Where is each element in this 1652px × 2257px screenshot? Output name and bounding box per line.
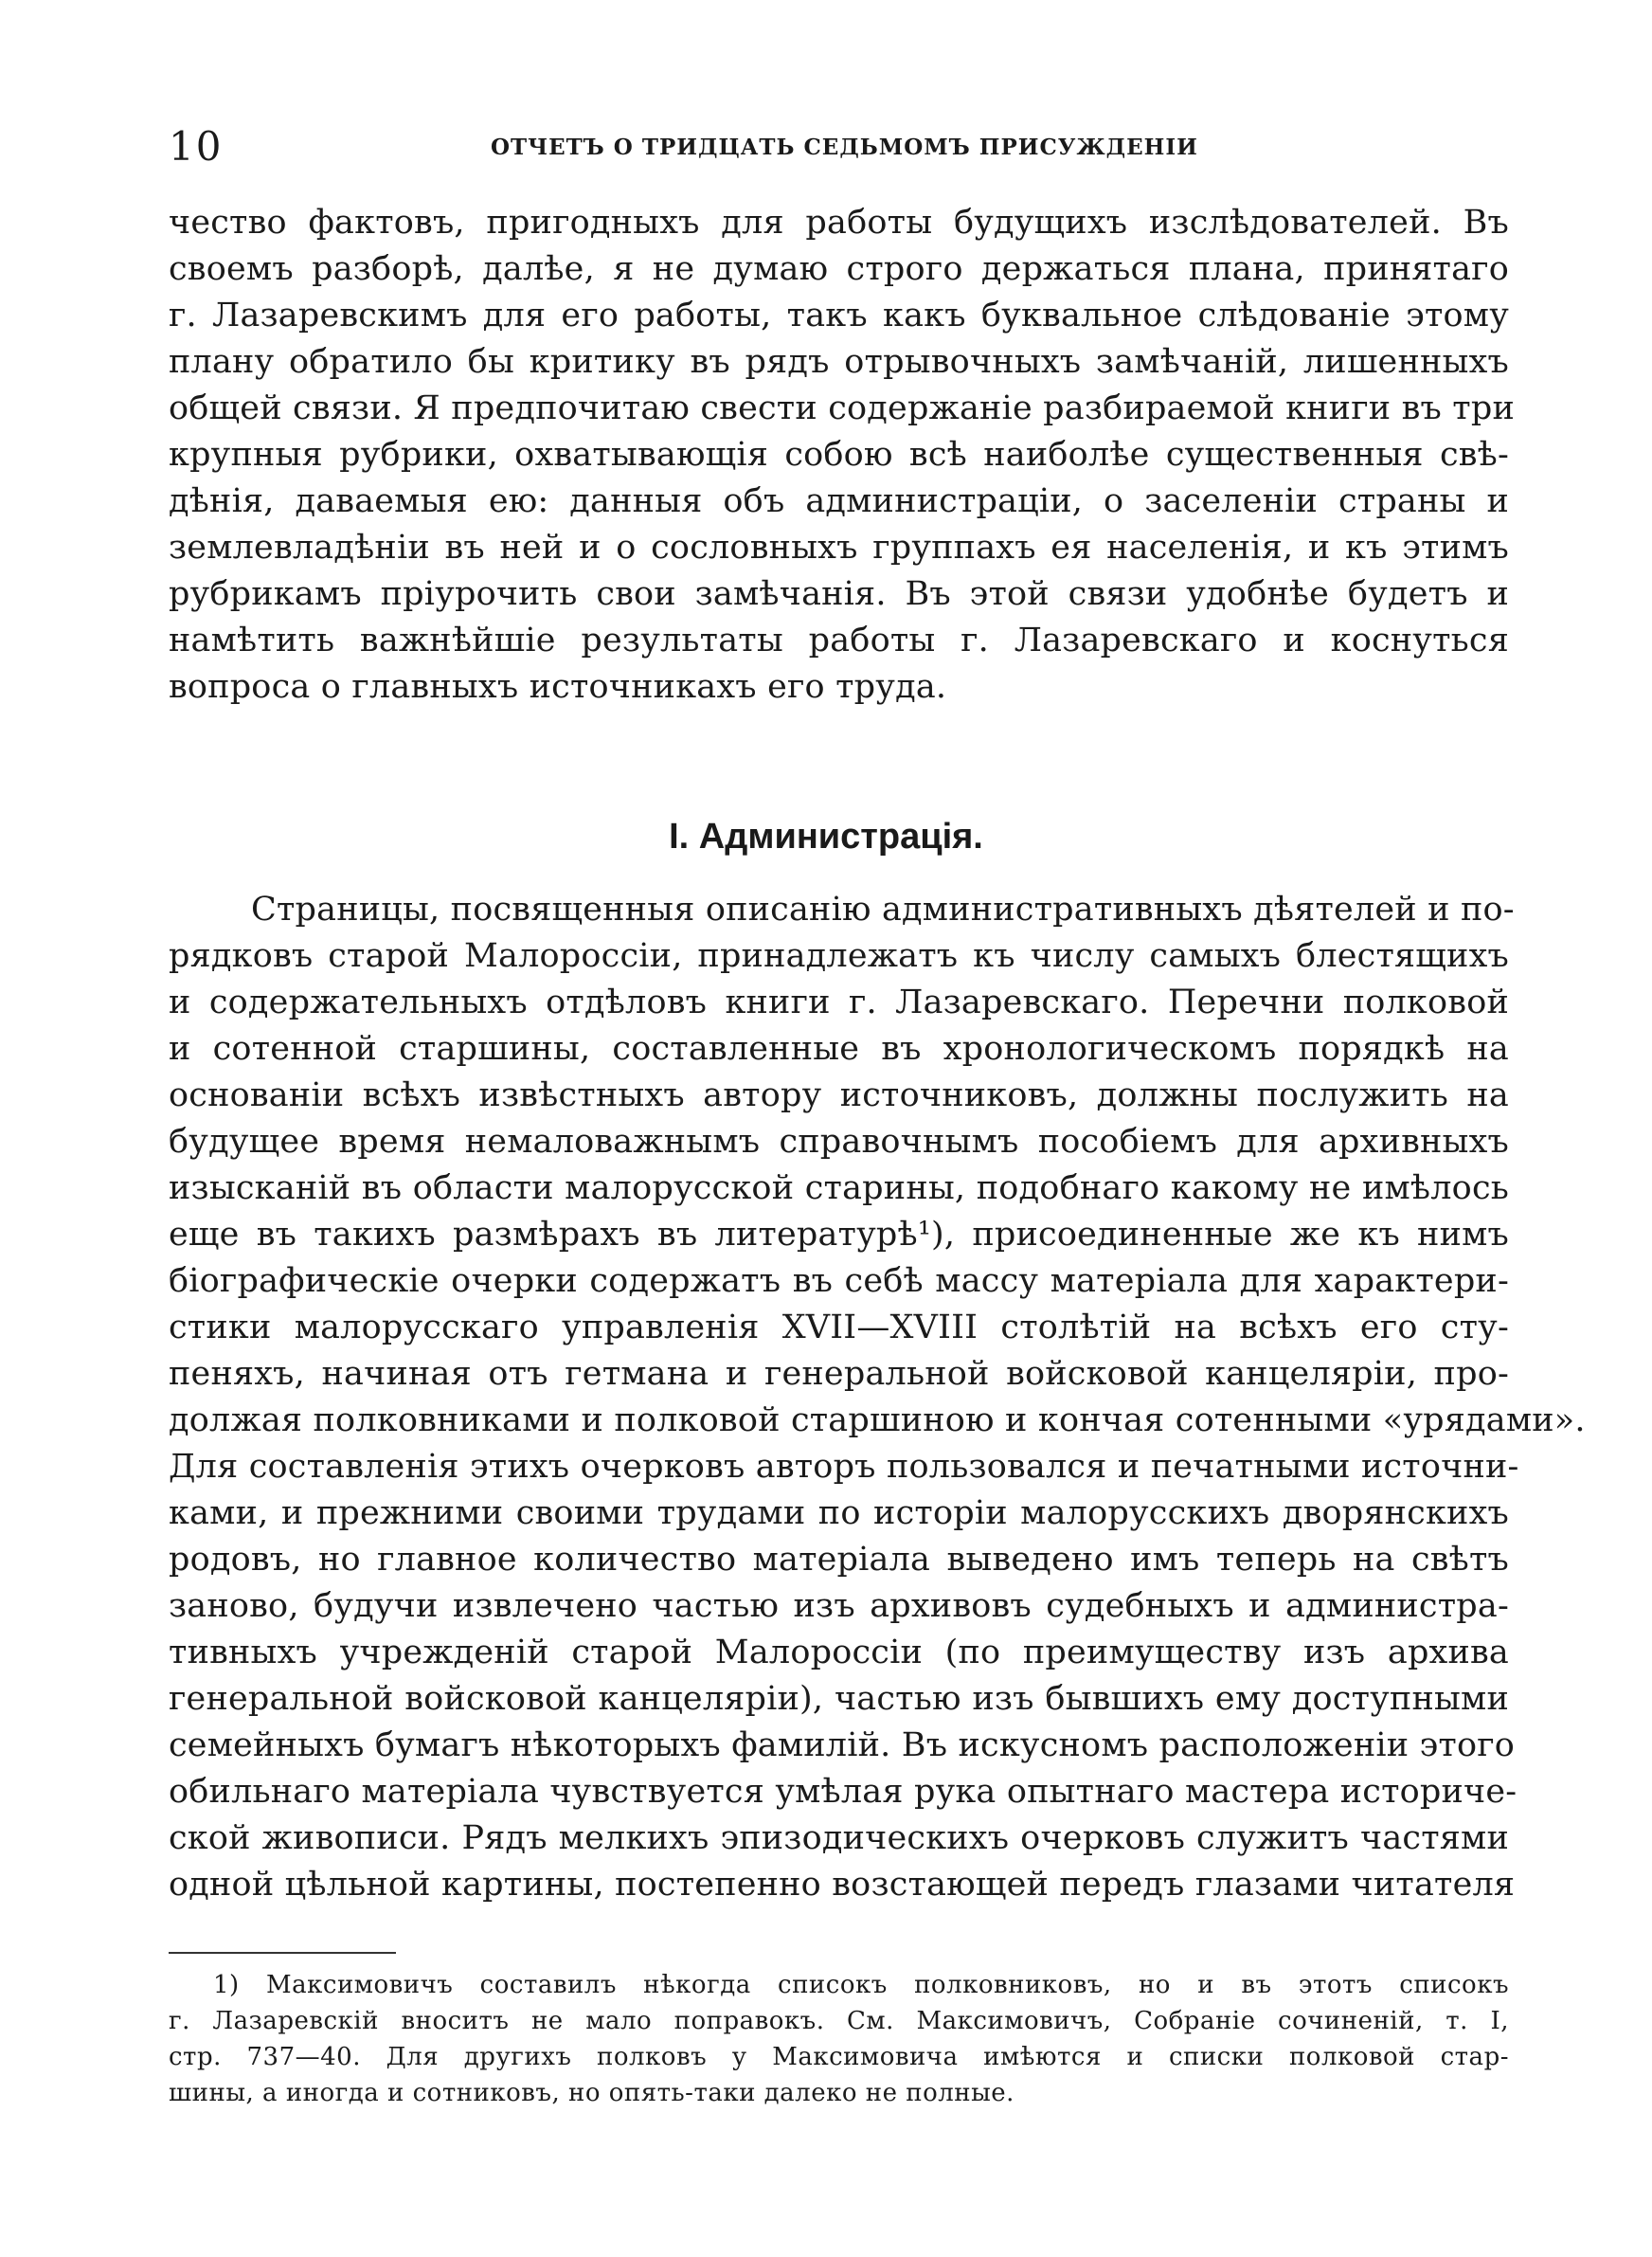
footnote-line: шины, а иногда и сотниковъ, но опять-таки далеко не полные. [169, 2079, 1015, 2107]
section-line: біографическіе очерки содержатъ въ себѣ массу матеріала для характери- [169, 1262, 1509, 1300]
section-line: и содержательныхъ отдѣловъ книги г. Лазаревскаго. Перечни полковой [169, 984, 1509, 1021]
running-head [169, 123, 1509, 180]
intro-line: общей связи. Я предпочитаю свести содержаніе разбираемой книги въ три [169, 389, 1515, 427]
section-line: стики малорусскаго управленія XVII—XVIII столѣтій на всѣхъ его сту- [169, 1309, 1509, 1346]
intro-line: плану обратило бы критику въ рядъ отрывочныхъ замѣчаній, лишенныхъ [169, 343, 1509, 381]
footnote-line: 1) Максимовичъ составилъ нѣкогда списокъ полковниковъ, но и въ этотъ списокъ [213, 1971, 1509, 1999]
page-number: 10 [169, 123, 224, 170]
section-line: и сотенной старшины, составленные въ хронологическомъ порядкѣ на [169, 1030, 1509, 1068]
intro-line: чество фактовъ, пригодныхъ для работы будущихъ изслѣдователей. Въ [169, 204, 1509, 242]
section-line: тивныхъ учрежденій старой Малороссіи (по преимуществу изъ архива [169, 1634, 1509, 1671]
section-line: Страницы, посвященныя описанію административныхъ дѣятелей и по- [251, 891, 1515, 929]
section-line: будущее время немаловажнымъ справочнымъ пособіемъ для архивныхъ [169, 1123, 1509, 1161]
intro-line: дѣнія, даваемыя ею: данныя объ администраціи, о заселеніи страны и [169, 482, 1509, 520]
section-line: должая полковниками и полковой старшиною и кончая сотенными «урядами». [169, 1401, 1586, 1439]
section-line: ской живописи. Рядъ мелкихъ эпизодическихъ очерковъ служитъ частями [169, 1819, 1509, 1857]
section-line: изысканій въ области малорусской старины, подобнаго какому не имѣлось [169, 1169, 1509, 1207]
section-line: одной цѣльной картины, постепенно возстающей передъ глазами читателя [169, 1866, 1516, 1904]
footnote-rule [169, 1952, 396, 1954]
intro-line: своемъ разборѣ, далѣе, я не думаю строго держаться плана, принятаго [169, 250, 1509, 288]
intro-line: г. Лазаревскимъ для его работы, такъ какъ буквальное слѣдованіе этому [169, 297, 1509, 334]
footnote-line: г. Лазаревскій вноситъ не мало поправокъ. См. Максимовичъ, Собраніе сочиненій, т. I, [169, 2007, 1509, 2035]
section-line: рядковъ старой Малороссіи, принадлежатъ къ числу самыхъ блестящихъ [169, 937, 1509, 975]
section-line: генеральной войсковой канцеляріи), частью изъ бывшихъ ему доступными [169, 1680, 1509, 1718]
intro-line: намѣтить важнѣйшіе результаты работы г. Лазаревскаго и коснуться [169, 622, 1509, 659]
running-head-title: ОТЧЕТЪ О ТРИДЦАТЬ СЕДЬМОМЪ ПРИСУЖДЕНІИ [491, 135, 1198, 160]
intro-line: рубрикамъ пріурочить свои замѣчанія. Въ этой связи удобнѣе будетъ и [169, 575, 1509, 613]
intro-line: землевладѣніи въ ней и о сословныхъ группахъ ея населенія, и къ этимъ [169, 529, 1509, 567]
intro-line: крупныя рубрики, охватывающія собою всѣ наиболѣе существенныя свѣ- [169, 436, 1509, 474]
section-line: родовъ, но главное количество матеріала выведено имъ теперь на свѣтъ [169, 1541, 1509, 1579]
section-line: заново, будучи извлечено частью изъ архивовъ судебныхъ и администра- [169, 1587, 1509, 1625]
section-line: обильнаго матеріала чувствуется умѣлая рука опытнаго мастера историче- [169, 1773, 1517, 1811]
section-line: Для составленія этихъ очерковъ авторъ пользовался и печатными источни- [169, 1448, 1519, 1486]
section-line: семейныхъ бумагъ нѣкоторыхъ фамилій. Въ искусномъ расположеніи этого [169, 1726, 1516, 1764]
section-heading: I. Администрація. [669, 817, 983, 857]
section-line: еще въ такихъ размѣрахъ въ литературѣ¹), присоединенные же къ нимъ [169, 1216, 1509, 1254]
intro-line: вопроса о главныхъ источникахъ его труда. [169, 668, 947, 706]
footnote-line: стр. 737—40. Для другихъ полковъ у Максимовича имѣются и списки полковой стар- [169, 2043, 1509, 2071]
section-line: пеняхъ, начиная отъ гетмана и генеральной войсковой канцеляріи, про- [169, 1355, 1509, 1393]
section-line: ками, и прежними своими трудами по исторіи малорусскихъ дворянскихъ [169, 1494, 1509, 1532]
section-line: основаніи всѣхъ извѣстныхъ автору источниковъ, должны послужить на [169, 1076, 1509, 1114]
